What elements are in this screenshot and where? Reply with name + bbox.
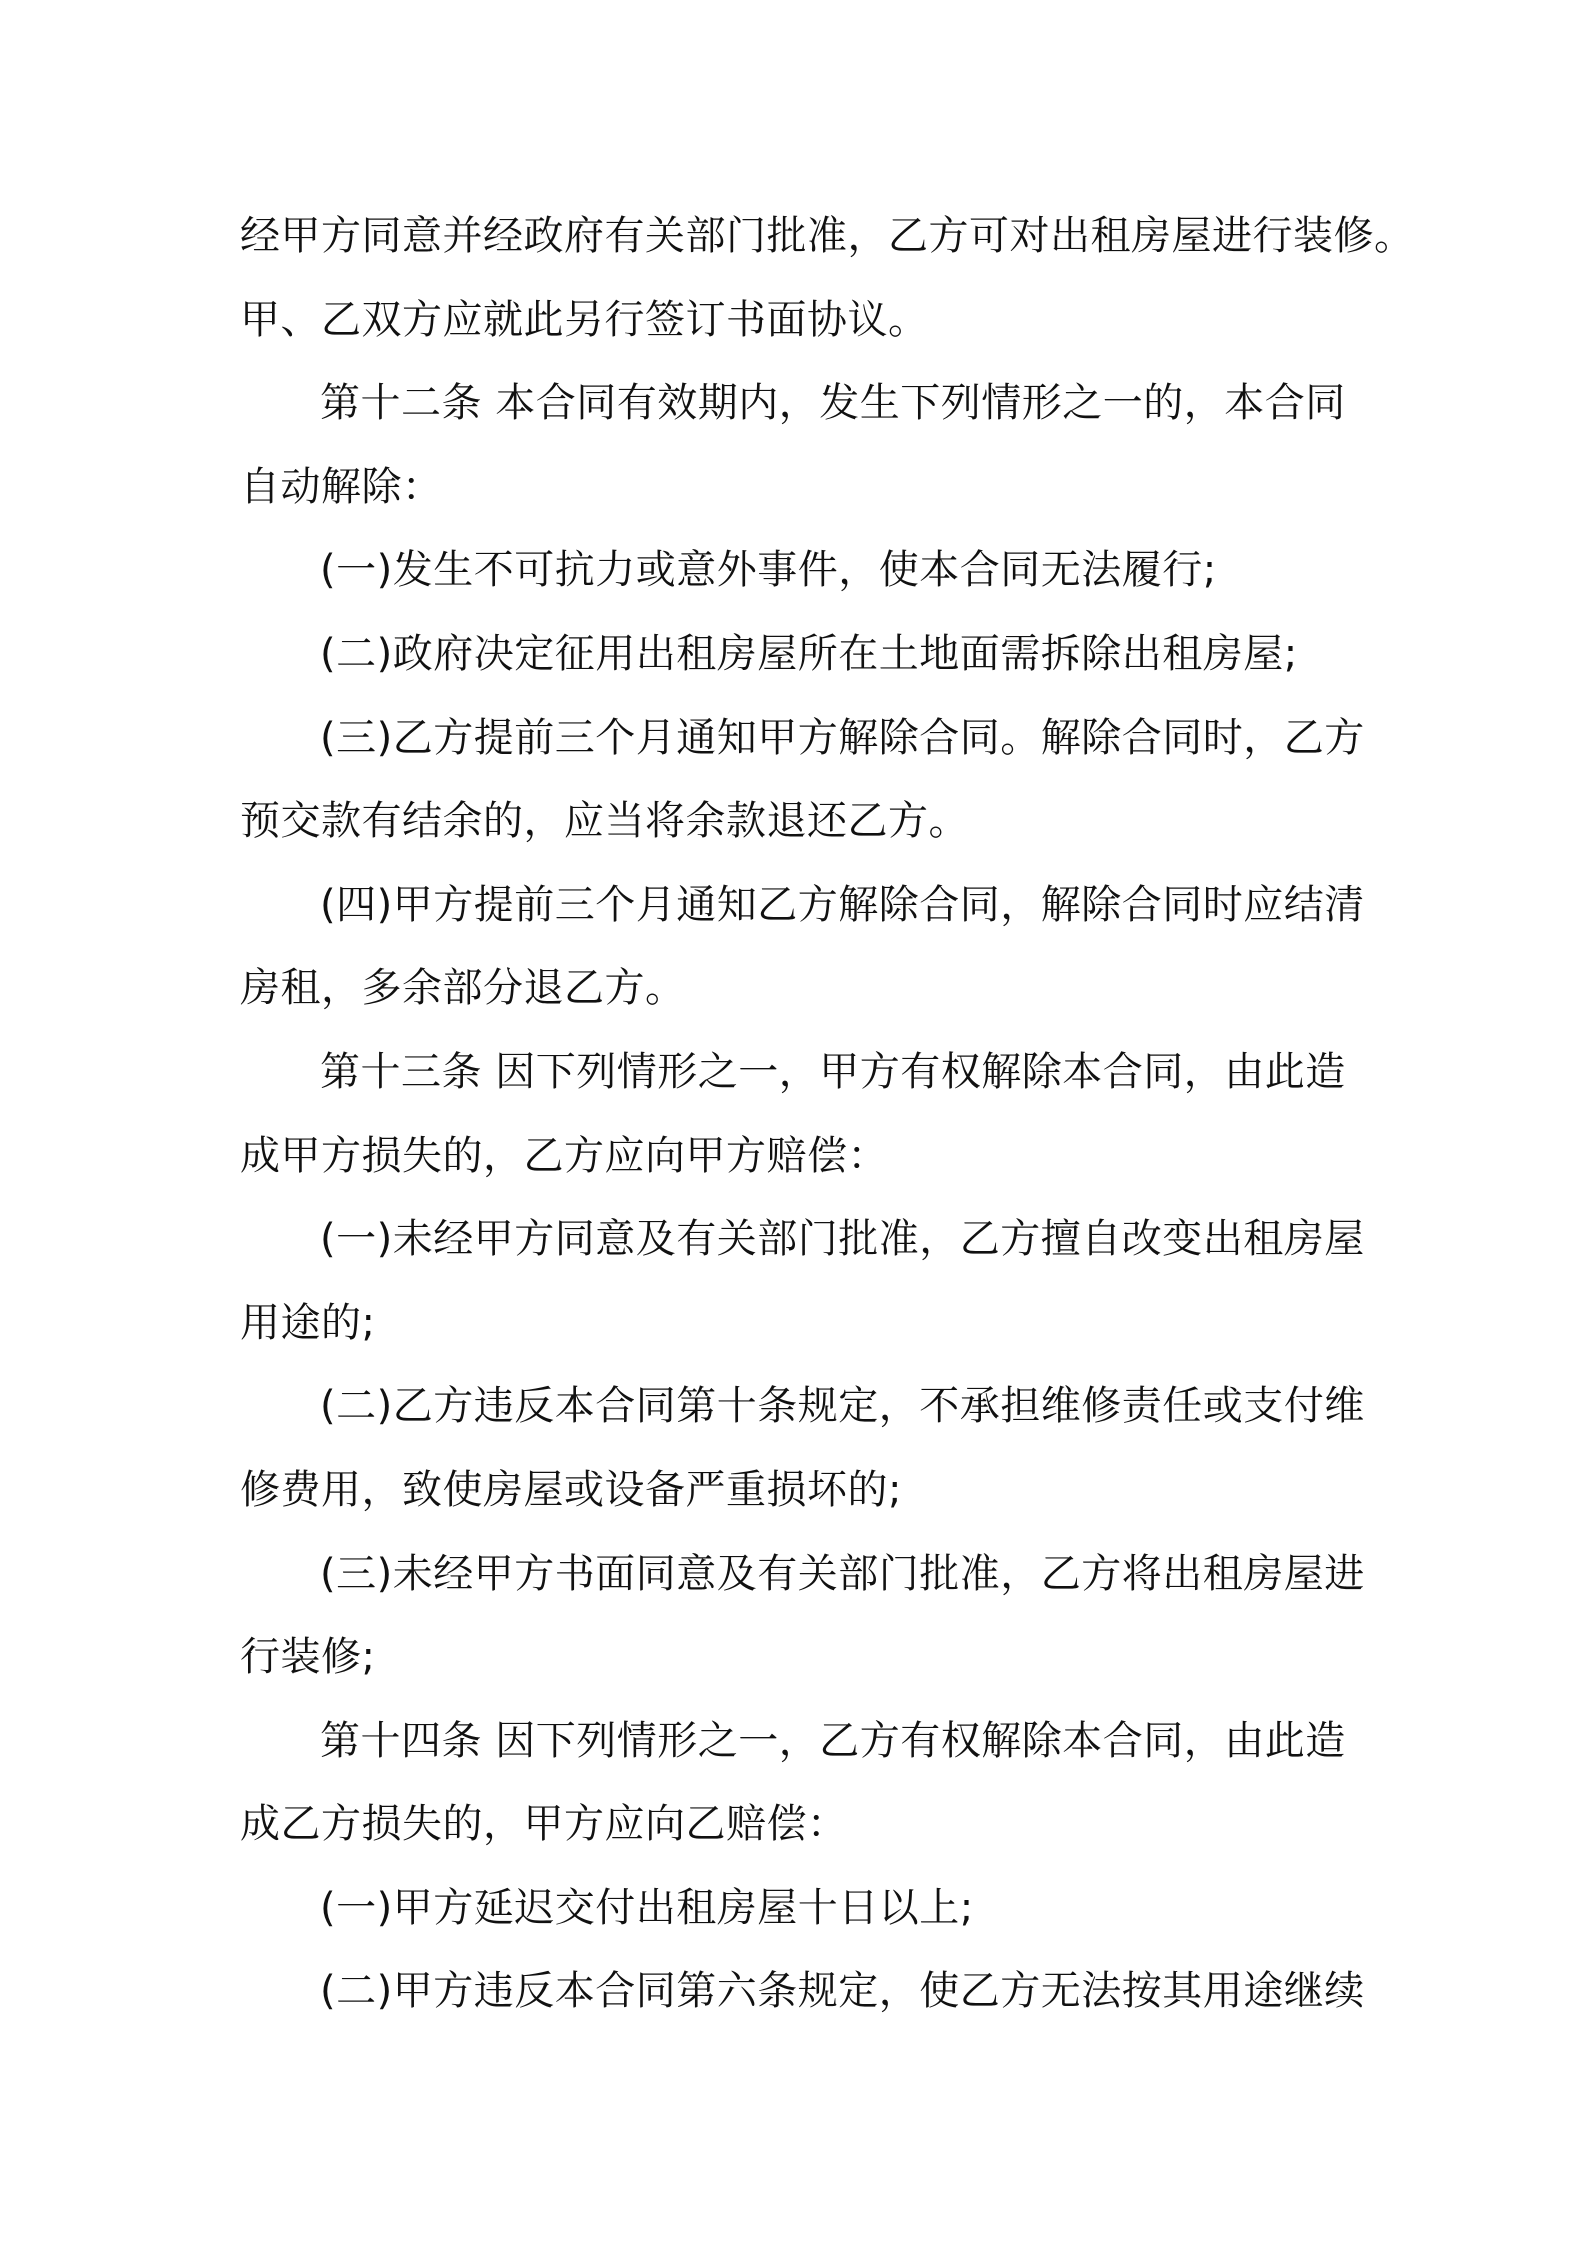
paragraph-14-2 bbox=[240, 1950, 1365, 2034]
paragraph-article-14 bbox=[240, 1700, 1360, 1867]
text-line: (一)未经甲方同意及有关部门批准，乙方擅自改变出租房屋 bbox=[320, 1216, 1365, 1263]
text-line: 自动解除： bbox=[240, 463, 443, 510]
paragraph-14-1 bbox=[240, 1867, 1360, 1951]
paragraph-12-3 bbox=[240, 697, 1365, 864]
text-line: 成甲方损失的，乙方应向甲方赔偿： bbox=[240, 1132, 888, 1179]
paragraph-13-1 bbox=[240, 1198, 1365, 1365]
paragraph-12-2 bbox=[240, 613, 1360, 697]
paragraph-12-1 bbox=[240, 529, 1360, 613]
paragraph-12-4 bbox=[240, 864, 1365, 1031]
text-line: 用途的; bbox=[240, 1299, 376, 1346]
text-line: 第十四条 因下列情形之一，乙方有权解除本合同，由此造 bbox=[320, 1717, 1346, 1764]
paragraph-article-12 bbox=[240, 362, 1360, 529]
text-line: (一)甲方延迟交付出租房屋十日以上; bbox=[320, 1884, 974, 1931]
paragraph-continuation bbox=[240, 195, 1415, 362]
paragraph-article-13 bbox=[240, 1031, 1360, 1198]
text-line: (三)乙方提前三个月通知甲方解除合同。解除合同时，乙方 bbox=[320, 714, 1365, 761]
text-line: (四)甲方提前三个月通知乙方解除合同，解除合同时应结清 bbox=[320, 881, 1365, 928]
text-line: (二)甲方违反本合同第六条规定，使乙方无法按其用途继续 bbox=[320, 1968, 1365, 2015]
text-line: 行装修; bbox=[240, 1634, 376, 1681]
text-line: (二)乙方违反本合同第十条规定，不承担维修责任或支付维 bbox=[320, 1383, 1365, 1430]
text-line: 第十三条 因下列情形之一，甲方有权解除本合同，由此造 bbox=[320, 1048, 1346, 1095]
text-line: (一)发生不可抗力或意外事件，使本合同无法履行; bbox=[320, 547, 1217, 594]
paragraph-13-2 bbox=[240, 1365, 1365, 1532]
text-line: 房租，多余部分退乙方。 bbox=[240, 965, 686, 1012]
document-body bbox=[240, 195, 1415, 2034]
text-line: 第十二条 本合同有效期内，发生下列情形之一的，本合同 bbox=[320, 380, 1346, 427]
text-line: 成乙方损失的，甲方应向乙赔偿： bbox=[240, 1801, 848, 1848]
text-line: 甲、乙双方应就此另行签订书面协议。 bbox=[240, 296, 929, 343]
text-line: 修费用，致使房屋或设备严重损坏的; bbox=[240, 1466, 902, 1513]
text-line: 经甲方同意并经政府有关部门批准，乙方可对出租房屋进行装修。 bbox=[240, 213, 1415, 259]
text-line: (二)政府决定征用出租房屋所在土地面需拆除出租房屋; bbox=[320, 630, 1298, 677]
text-line: (三)未经甲方书面同意及有关部门批准，乙方将出租房屋进 bbox=[320, 1550, 1365, 1597]
text-line: 预交款有结余的，应当将余款退还乙方。 bbox=[240, 798, 969, 845]
paragraph-13-3 bbox=[240, 1533, 1365, 1700]
